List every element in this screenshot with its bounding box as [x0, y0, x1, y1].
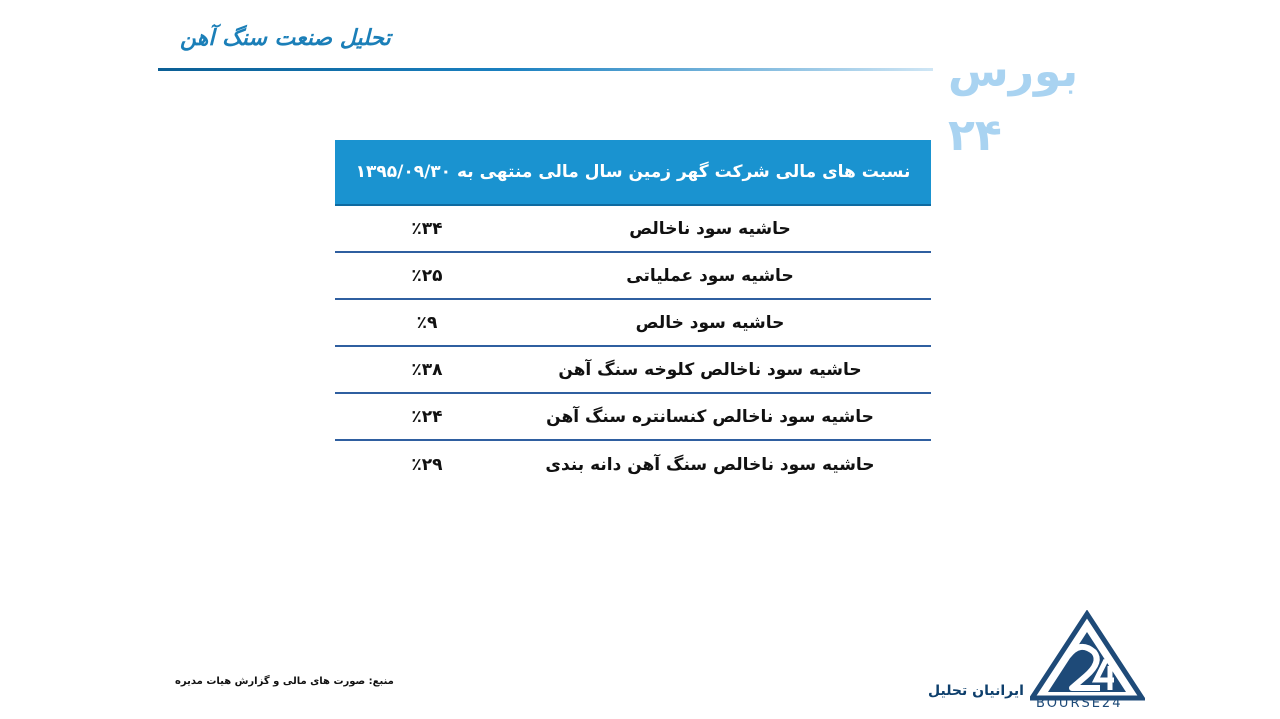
financial-ratios-table [335, 140, 931, 488]
table-row [335, 441, 931, 488]
table-row [335, 206, 931, 253]
row-label: حاشیه سود ناخالص سنگ آهن دانه بندی [545, 454, 875, 475]
row-label: حاشیه سود ناخالص کلوخه سنگ آهن [558, 359, 862, 380]
footer-brand-name: ایرانیان تحلیل [928, 683, 1024, 699]
page-title: تحلیل صنعت سنگ آهن [180, 26, 391, 51]
row-value: ٪۲۴ [411, 406, 443, 427]
row-value: ٪۲۹ [411, 454, 443, 475]
row-value: ٪۲۵ [411, 265, 443, 286]
row-value: ٪۳۴ [411, 218, 443, 239]
header-divider [158, 68, 933, 71]
brand-watermark: بورس ۲۴ [948, 46, 1079, 161]
source-note: منبع: صورت های مالی و گزارش هیات مدیره [175, 676, 394, 687]
logo-text: BOURSE24 [1036, 696, 1123, 711]
row-label: حاشیه سود ناخالص کنسانتره سنگ آهن [546, 406, 874, 427]
table-title: نسبت های مالی شرکت گهر زمین سال مالی منتهی به ۱۳۹۵/۰۹/۳۰ [355, 162, 911, 182]
row-label: حاشیه سود ناخالص [629, 218, 791, 239]
table-row [335, 394, 931, 441]
row-label: حاشیه سود عملیاتی [626, 265, 794, 286]
table-row [335, 347, 931, 394]
row-value: ٪۹ [416, 312, 438, 333]
table-header [335, 140, 931, 206]
table-row [335, 253, 931, 300]
row-label: حاشیه سود خالص [635, 312, 785, 333]
row-value: ٪۳۸ [411, 359, 443, 380]
table-row [335, 300, 931, 347]
